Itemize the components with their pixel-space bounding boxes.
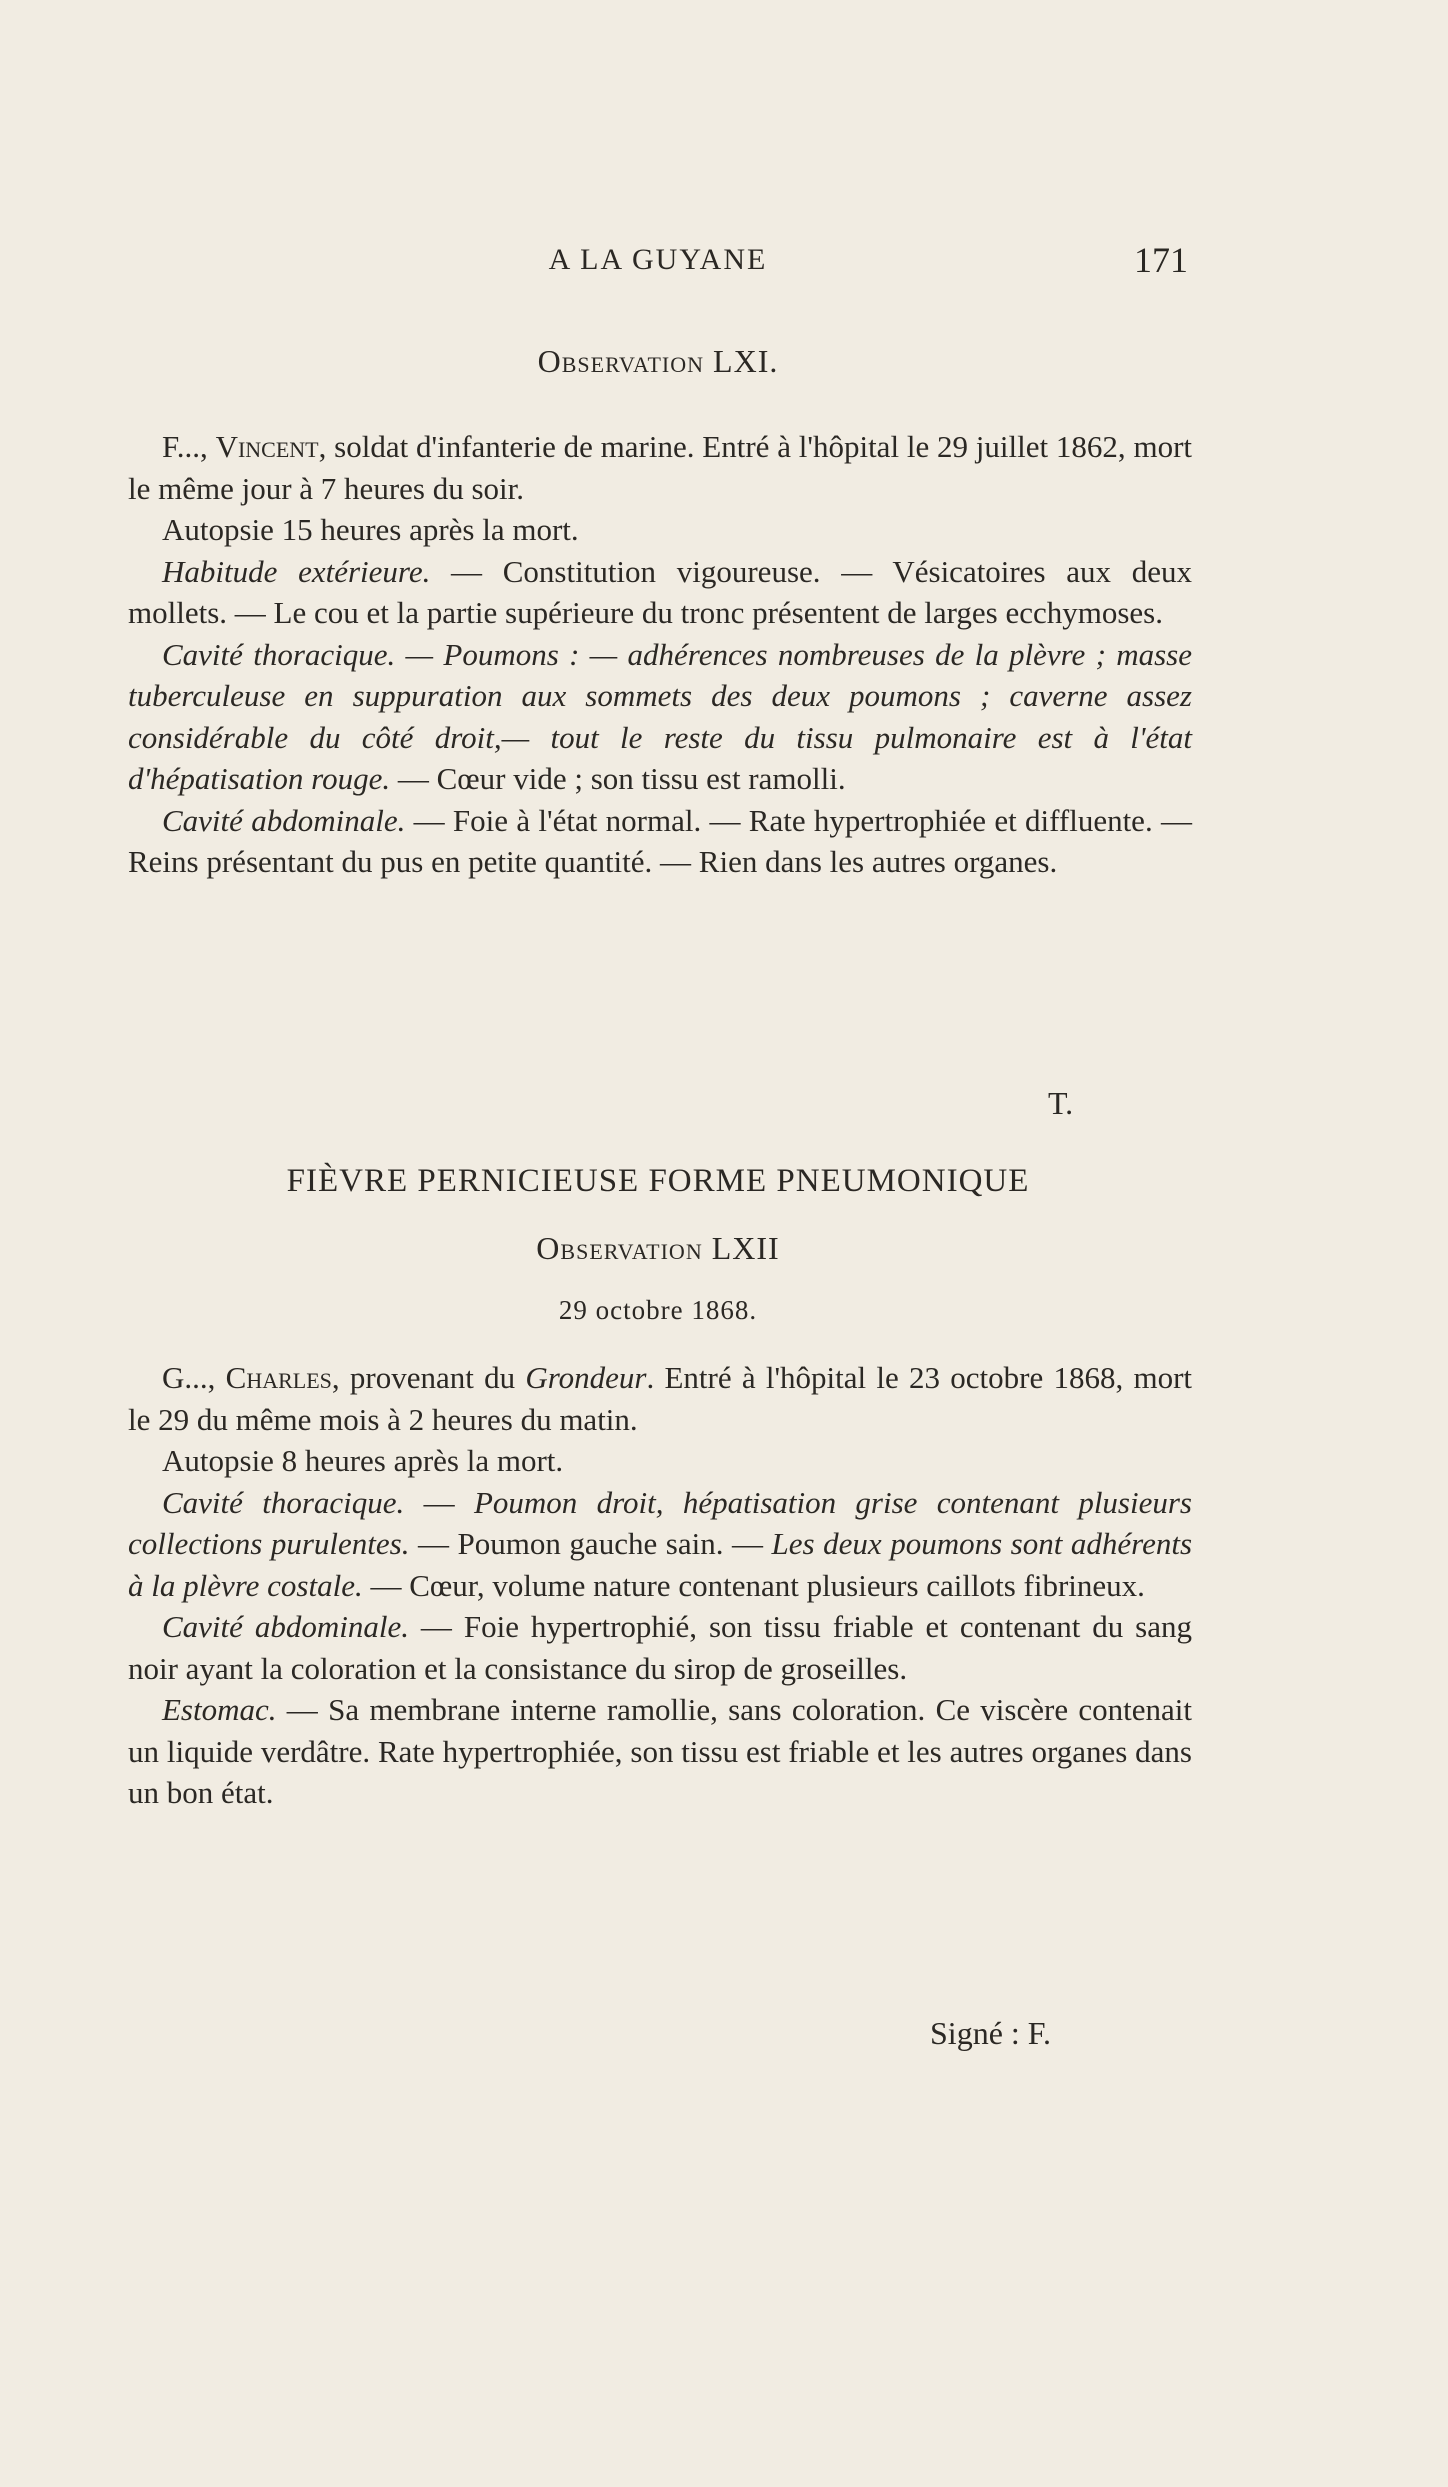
observation-61-signoff: T. [1048,1085,1074,1121]
page-header [128,240,1188,293]
page-number: 171 [1134,240,1188,280]
ship-name: Grondeur [525,1360,647,1395]
running-title: A LA GUYANE [548,243,768,276]
obs61-paragraph-abdomen: Cavité abdominale. — Foie à l'état normal. — Rate hypertrophiée et diffluente. — Reins présentant du pus en petite quantité. — Rien dans les autres organes. [128,802,1192,879]
obs62-paragraph-patient: G..., Charles, provenant du Grondeur. Entré à l'hôpital le 23 octobre 1868, mort le 29 du même mois à 2 heures du matin. [128,1360,1192,1437]
obs61-paragraph-thorax: Cavité thoracique. — Poumons : — adhérences nombreuses de la plèvre ; masse tuberculeuse en suppuration aux sommets des deux poumons ; caverne assez considérable du côté droit,— tout le reste du tissu pulmonaire est à l'état d'hépatisation rouge. — Cœur vide ; son tissu est ramolli. [128,636,1192,796]
obs61-paragraph-autopsy: Autopsie 15 heures après la mort. [162,512,579,547]
obs62-paragraph-autopsy: Autopsie 8 heures après la mort. [162,1443,564,1478]
obs62-paragraph-abdomen: Cavité abdominale. — Foie hypertrophié, son tissu friable et contenant du sang noir ayant la coloration et la consistance du sirop de groseilles. [128,1609,1193,1686]
patient-name: Charles [225,1360,332,1395]
obs61-paragraph-patient: F..., Vincent, soldat d'infanterie de marine. Entré à l'hôpital le 29 juillet 1862, mort le même jour à 7 heures du soir. [128,429,1193,506]
observation-61-body [128,426,1192,883]
observation-62-date: 29 octobre 1868. [558,1295,758,1325]
observation-62-heading: Observation LXII [536,1230,780,1266]
patient-name: Vincent [215,429,319,464]
observation-62-body [128,1357,1192,1814]
obs62-paragraph-thorax: Cavité thoracique. — Poumon droit, hépatisation grise contenant plusieurs collections purulentes. — Poumon gauche sain. — Les deux poumons sont adhérents à la plèvre costale. — Cœur, volume nature contenant plusieurs caillots fibrineux. [128,1484,1193,1603]
observation-61-heading: Observation LXI. [537,343,779,379]
obs62-paragraph-stomach: Estomac. — Sa membrane interne ramollie, sans coloration. Ce viscère contenait un liquide verdâtre. Rate hypertrophiée, son tissu est friable et les autres organes dans un bon état. [128,1692,1192,1810]
observation-62-signoff: Signé : F. [930,2015,1052,2051]
fever-section-title: FIÈVRE PERNICIEUSE FORME PNEUMONIQUE [286,1163,1030,1199]
obs61-paragraph-exterior: Habitude extérieure. — Constitution vigoureuse. — Vésicatoires aux deux mollets. — Le cou et la partie supérieure du tronc présentent de larges ecchymoses. [128,553,1192,630]
